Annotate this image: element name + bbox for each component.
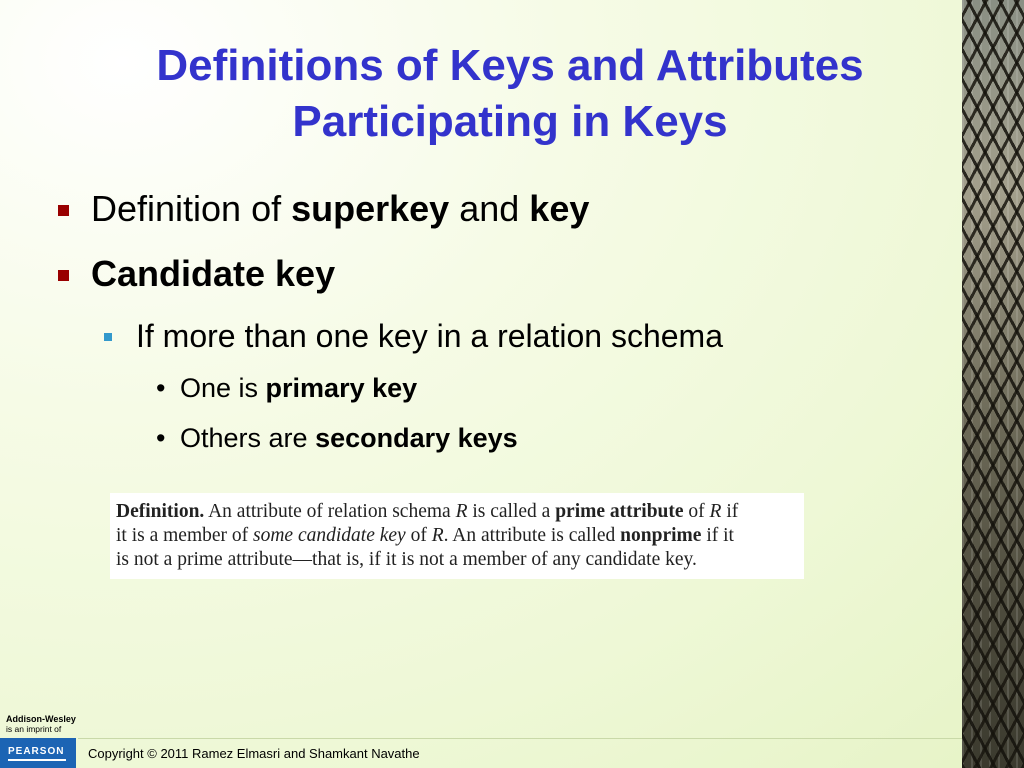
title-line-2: Participating in Keys — [292, 97, 728, 146]
dot-bullet-icon: • — [156, 423, 166, 453]
decorative-photo-strip — [962, 0, 1024, 768]
imprint-label: is an imprint of — [6, 724, 62, 734]
copyright-text: Copyright © 2011 Ramez Elmasri and Shamkant Navathe — [88, 746, 420, 761]
addison-wesley-label: Addison-Wesley — [6, 714, 76, 724]
square-bullet-icon — [58, 205, 69, 216]
square-bullet-icon — [104, 333, 112, 341]
sub-sub-bullet-text: Others are secondary keys — [180, 423, 518, 453]
dot-bullet-icon: • — [156, 373, 166, 403]
sub-bullet-text: If more than one key in a relation schema — [136, 318, 723, 354]
sub-sub-bullet-text: One is primary key — [180, 373, 418, 403]
square-bullet-icon — [58, 270, 69, 281]
definition-line-1: Definition. An attribute of relation schema R is called a prime attribute of R if — [116, 501, 739, 522]
definition-box — [110, 493, 804, 579]
bullet-text: Definition of superkey and key — [91, 188, 590, 229]
definition-line-2: it is a member of some candidate key of R. An attribute is called nonprime if it — [116, 525, 734, 546]
slide-title — [60, 38, 960, 150]
footer-divider — [78, 738, 962, 739]
definition-line-3: is not a prime attribute—that is, if it is not a member of any candidate key. — [116, 549, 697, 570]
title-line-1: Definitions of Keys and Attributes — [156, 41, 864, 90]
pearson-wordmark: PEARSON — [8, 746, 65, 757]
bullet-text: Candidate key — [91, 253, 336, 294]
footer — [0, 738, 962, 768]
